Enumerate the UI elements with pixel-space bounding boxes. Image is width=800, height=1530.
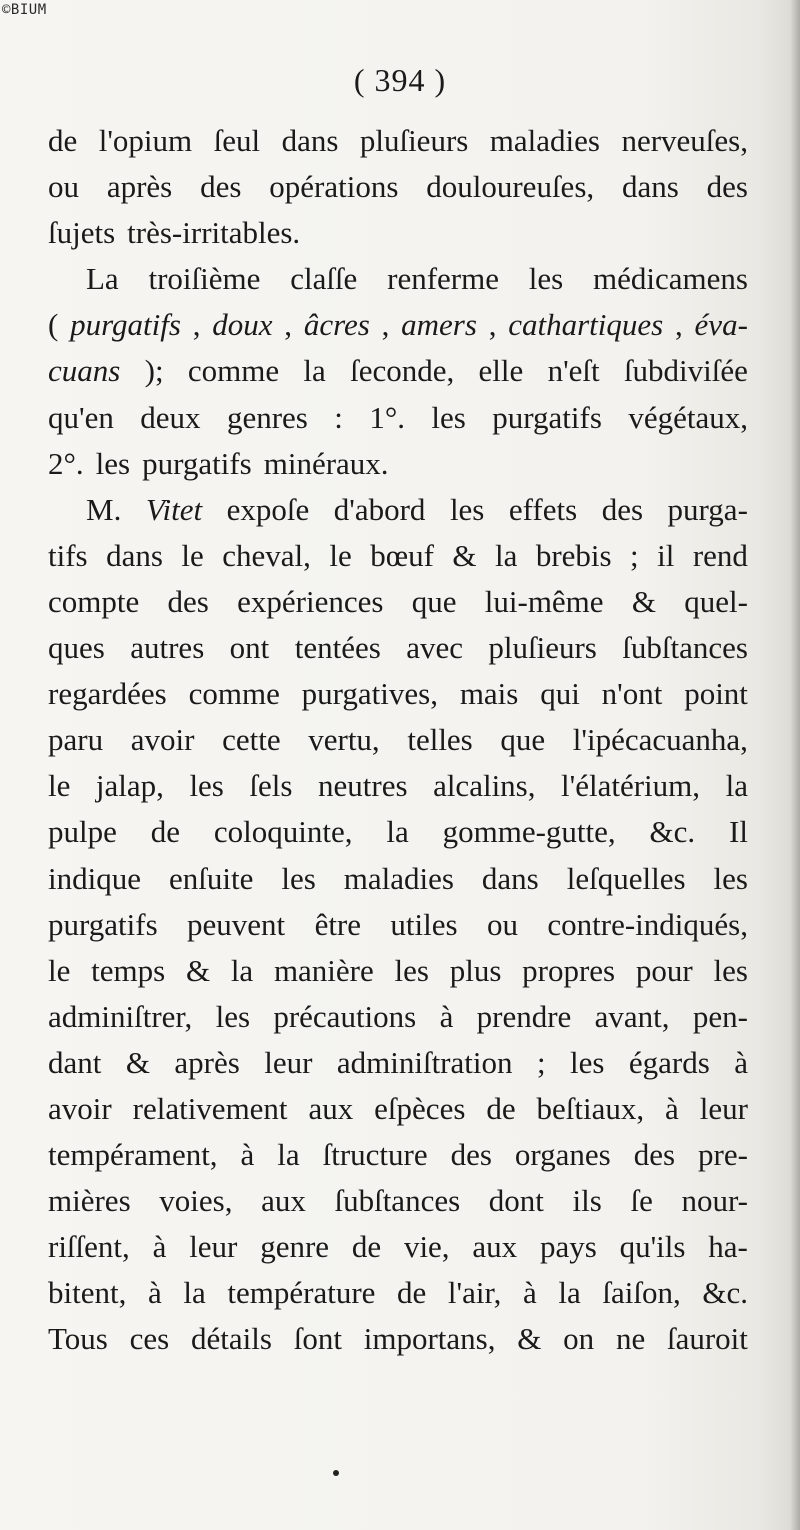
text-line — [48, 902, 748, 948]
word: brebis — [535, 537, 612, 573]
word: bitent, — [48, 1275, 127, 1311]
word: ſeconde, — [350, 353, 455, 389]
word: douloureuſes, — [426, 169, 595, 205]
text-line — [48, 763, 748, 809]
word: peuvent — [187, 906, 286, 942]
word: expériences — [237, 583, 384, 619]
word: dans — [481, 860, 539, 896]
word: la — [386, 814, 409, 850]
word: quel- — [684, 583, 748, 619]
word: à — [152, 1229, 167, 1265]
word: le — [329, 537, 352, 573]
word: minéraux. — [263, 445, 389, 481]
word: & — [517, 1321, 542, 1357]
word: neutres — [318, 768, 408, 804]
word: à — [734, 1044, 748, 1080]
word: les — [449, 491, 485, 527]
word: Tous — [48, 1321, 108, 1357]
word: deux — [140, 399, 201, 435]
text-line — [48, 441, 748, 487]
word: avant, — [594, 998, 670, 1034]
word: ou — [486, 906, 518, 942]
word: à — [240, 1137, 255, 1173]
word: avec — [406, 630, 463, 666]
word: temps — [91, 952, 166, 988]
word: propres — [522, 952, 616, 988]
word: claſſe — [290, 261, 358, 297]
page-number: ( 394 ) — [353, 62, 447, 98]
text-line — [48, 948, 748, 994]
word: prendre — [476, 998, 572, 1034]
word: les — [528, 261, 564, 297]
word: alcalins, — [433, 768, 536, 804]
word: on — [563, 1321, 595, 1357]
word: & — [452, 537, 477, 573]
word: ; — [536, 1044, 546, 1080]
text-line — [86, 487, 748, 533]
word: être — [314, 906, 362, 942]
word: avoir — [48, 1090, 112, 1126]
text-line — [86, 256, 748, 302]
italic-term: cuans — [48, 353, 121, 389]
word: que — [411, 583, 457, 619]
word: pre- — [698, 1137, 748, 1173]
text-line — [48, 164, 748, 210]
word: des — [200, 169, 242, 205]
word: ); — [144, 353, 164, 389]
word: 1°. — [369, 399, 405, 435]
word: l'ipécacuanha, — [572, 722, 748, 758]
word: purgatifs — [142, 445, 252, 481]
word: précautions — [273, 998, 417, 1034]
word: des — [706, 169, 748, 205]
word: dont — [488, 1183, 544, 1219]
word: de — [150, 814, 181, 850]
word: aux — [261, 1183, 306, 1219]
word: de — [351, 1229, 382, 1265]
word: dant — [48, 1044, 102, 1080]
word: eſpèces — [374, 1090, 466, 1126]
word: ſubſtances — [622, 630, 748, 666]
word: la — [277, 1137, 300, 1173]
text-line — [48, 1132, 748, 1178]
word: pays — [539, 1229, 597, 1265]
word: adminiſtrer, — [48, 998, 193, 1034]
word: troiſième — [148, 261, 261, 297]
word: effets — [508, 491, 578, 527]
text-line — [48, 994, 748, 1040]
word: paru — [48, 722, 104, 758]
italic-term: purgatifs — [70, 307, 181, 343]
word: les — [713, 952, 748, 988]
word: ſels — [249, 768, 293, 804]
word: plus — [449, 952, 502, 988]
word: dans — [281, 123, 339, 158]
word: ſe — [630, 1183, 653, 1219]
word: telles — [407, 722, 473, 758]
word: des — [450, 1137, 492, 1173]
word: elle — [478, 353, 524, 389]
text-fragment: ( — [48, 307, 59, 343]
word: il — [657, 537, 675, 573]
text-fragment: , — [488, 307, 497, 343]
word: aux — [472, 1229, 518, 1265]
word: opérations — [269, 169, 399, 205]
word: cette — [222, 722, 281, 758]
text-line — [48, 625, 748, 671]
word: comme — [187, 353, 280, 389]
word: après — [106, 169, 173, 205]
word: pluſieurs — [488, 630, 597, 666]
word: à — [147, 1275, 162, 1311]
text-line — [48, 1316, 748, 1362]
word: détails — [191, 1321, 272, 1357]
word: les — [431, 399, 466, 435]
word: organes — [514, 1137, 611, 1173]
word: purga- — [667, 491, 748, 527]
text-fragment: M. — [86, 491, 122, 527]
word: cheval, — [222, 537, 311, 573]
word: voies, — [159, 1183, 233, 1219]
word: maladies — [489, 123, 600, 158]
word: point — [684, 676, 748, 712]
word: purgatifs — [48, 906, 158, 942]
text-line — [48, 348, 748, 394]
word: les — [570, 1044, 605, 1080]
word: jalap, — [95, 768, 164, 804]
word: les — [713, 860, 748, 896]
text-fragment: , — [675, 307, 683, 343]
word: pen- — [692, 998, 748, 1034]
word: ſubſtances — [334, 1183, 461, 1219]
ornament-dot — [333, 1470, 339, 1476]
word: vertu, — [308, 722, 380, 758]
word: indique — [48, 860, 141, 896]
word: expoſe — [226, 491, 310, 527]
word: ont — [229, 630, 270, 666]
word: Il — [729, 814, 748, 850]
word: rend — [692, 537, 748, 573]
word: 2°. — [48, 445, 84, 481]
word: l'opium — [98, 123, 193, 158]
word: après — [174, 1044, 240, 1080]
word: ſubdiviſée — [623, 353, 748, 389]
word: &c. — [649, 814, 696, 850]
word: à — [439, 998, 454, 1034]
word: de — [48, 123, 78, 158]
word: à — [665, 1090, 679, 1126]
text-line — [48, 118, 748, 164]
word: ſeul — [213, 123, 261, 158]
word: de — [486, 1090, 516, 1126]
word: manière — [273, 952, 374, 988]
word: des — [633, 1137, 676, 1173]
word: utiles — [390, 906, 458, 942]
word: contre-indiqués, — [547, 906, 748, 942]
word: mais — [459, 676, 519, 712]
word: le — [48, 768, 71, 804]
text-fragment: , — [381, 307, 390, 343]
word: riſſent, — [48, 1229, 130, 1265]
word: leur — [264, 1044, 313, 1080]
word: ; — [630, 537, 639, 573]
text-line — [48, 809, 748, 855]
word: les — [215, 998, 251, 1034]
word: n'eſt — [547, 353, 600, 389]
word: adminiſtration — [336, 1044, 513, 1080]
word: les — [394, 952, 429, 988]
word: genres — [226, 399, 308, 435]
word: regardées — [48, 676, 167, 712]
word: & — [125, 1044, 150, 1080]
body-text — [48, 118, 748, 1363]
word: que — [500, 722, 546, 758]
word: renferme — [387, 261, 499, 297]
page-gutter-shadow — [790, 0, 800, 1530]
word: qui — [540, 676, 580, 712]
word: pour — [635, 952, 693, 988]
italic-term: cathartiques — [508, 307, 664, 343]
word: température — [227, 1275, 376, 1311]
text-line — [48, 1040, 748, 1086]
text-line — [48, 1178, 748, 1224]
word: aux — [308, 1090, 354, 1126]
word: les — [189, 768, 224, 804]
word: relativement — [132, 1090, 288, 1126]
word: qu'en — [48, 399, 114, 435]
word: ne — [615, 1321, 646, 1357]
text-line — [48, 1270, 748, 1316]
word: : — [334, 399, 343, 435]
word: des — [167, 583, 209, 619]
text-line — [48, 579, 748, 625]
word: ils — [572, 1183, 602, 1219]
italic-name: Vitet — [145, 491, 203, 527]
word: végétaux, — [628, 399, 748, 435]
word: avoir — [130, 722, 195, 758]
word: & — [631, 583, 656, 619]
word: enſuite — [168, 860, 254, 896]
word: ou — [48, 169, 79, 205]
word: tempérament, — [48, 1137, 218, 1173]
word: gomme-gutte, — [442, 814, 616, 850]
word: nour- — [681, 1183, 748, 1219]
word: n'ont — [601, 676, 663, 712]
word: la — [558, 1275, 581, 1311]
text-line — [48, 302, 748, 348]
watermark: ©BIUM — [2, 2, 47, 18]
word: leur — [699, 1090, 748, 1126]
text-line — [48, 1224, 748, 1270]
word: d'abord — [333, 491, 426, 527]
word: purgatives, — [301, 676, 438, 712]
word: la — [230, 952, 254, 988]
word: l'air, — [447, 1275, 502, 1311]
text-fragment: , — [192, 307, 201, 343]
word: tifs — [48, 537, 88, 573]
word: vie, — [403, 1229, 450, 1265]
word: nerveuſes, — [621, 123, 748, 158]
word: maladies — [343, 860, 454, 896]
text-line — [48, 395, 748, 441]
word: leur — [189, 1229, 238, 1265]
word: la — [303, 353, 326, 389]
word: à — [522, 1275, 537, 1311]
word: ha- — [708, 1229, 748, 1265]
word: ſauroit — [666, 1321, 748, 1357]
word: & — [185, 952, 211, 988]
word: importans, — [363, 1321, 496, 1357]
word: très-irritables. — [127, 215, 301, 251]
word: médicamens — [593, 261, 748, 297]
word: purgatifs — [492, 399, 602, 435]
italic-term: éva- — [694, 307, 748, 343]
word: ſtructure — [322, 1137, 428, 1173]
text-line — [48, 856, 748, 902]
word: &c. — [702, 1275, 748, 1311]
text-line — [48, 1086, 748, 1132]
word: ſont — [293, 1321, 342, 1357]
word: pulpe — [48, 814, 117, 850]
text-line — [48, 533, 748, 579]
italic-term: âcres — [303, 307, 370, 343]
text-line — [48, 671, 748, 717]
word: lui-même — [484, 583, 604, 619]
word: bœuf — [370, 537, 434, 573]
word: la — [494, 537, 518, 573]
word: mières — [48, 1183, 131, 1219]
text-line — [48, 717, 748, 763]
word: coloquinte, — [213, 814, 353, 850]
word: ques — [48, 630, 105, 666]
word: la — [725, 768, 748, 804]
word: La — [86, 261, 119, 297]
word: le — [48, 952, 71, 988]
word: les — [95, 445, 131, 481]
word: dans — [106, 537, 163, 573]
word: des — [601, 491, 644, 527]
word: autres — [130, 630, 205, 666]
word: l'élatérium, — [561, 768, 701, 804]
italic-term: amers — [401, 307, 477, 343]
word: de — [397, 1275, 427, 1311]
word: ces — [129, 1321, 170, 1357]
word: dans — [621, 169, 679, 205]
word: la — [183, 1275, 206, 1311]
word: les — [281, 860, 316, 896]
word: égards — [628, 1044, 710, 1080]
word: compte — [48, 583, 140, 619]
italic-term: doux — [212, 307, 273, 343]
word: beſtiaux, — [536, 1090, 645, 1126]
word: pluſieurs — [359, 123, 469, 158]
word: ſaiſon, — [602, 1275, 681, 1311]
word: ſujets — [48, 215, 116, 251]
text-fragment: , — [284, 307, 293, 343]
word: le — [181, 537, 204, 573]
word: genre — [260, 1229, 330, 1265]
word: tentées — [294, 630, 381, 666]
word: qu'ils — [619, 1229, 686, 1265]
word: comme — [188, 676, 280, 712]
word: leſquelles — [566, 860, 686, 896]
text-line — [48, 210, 748, 256]
